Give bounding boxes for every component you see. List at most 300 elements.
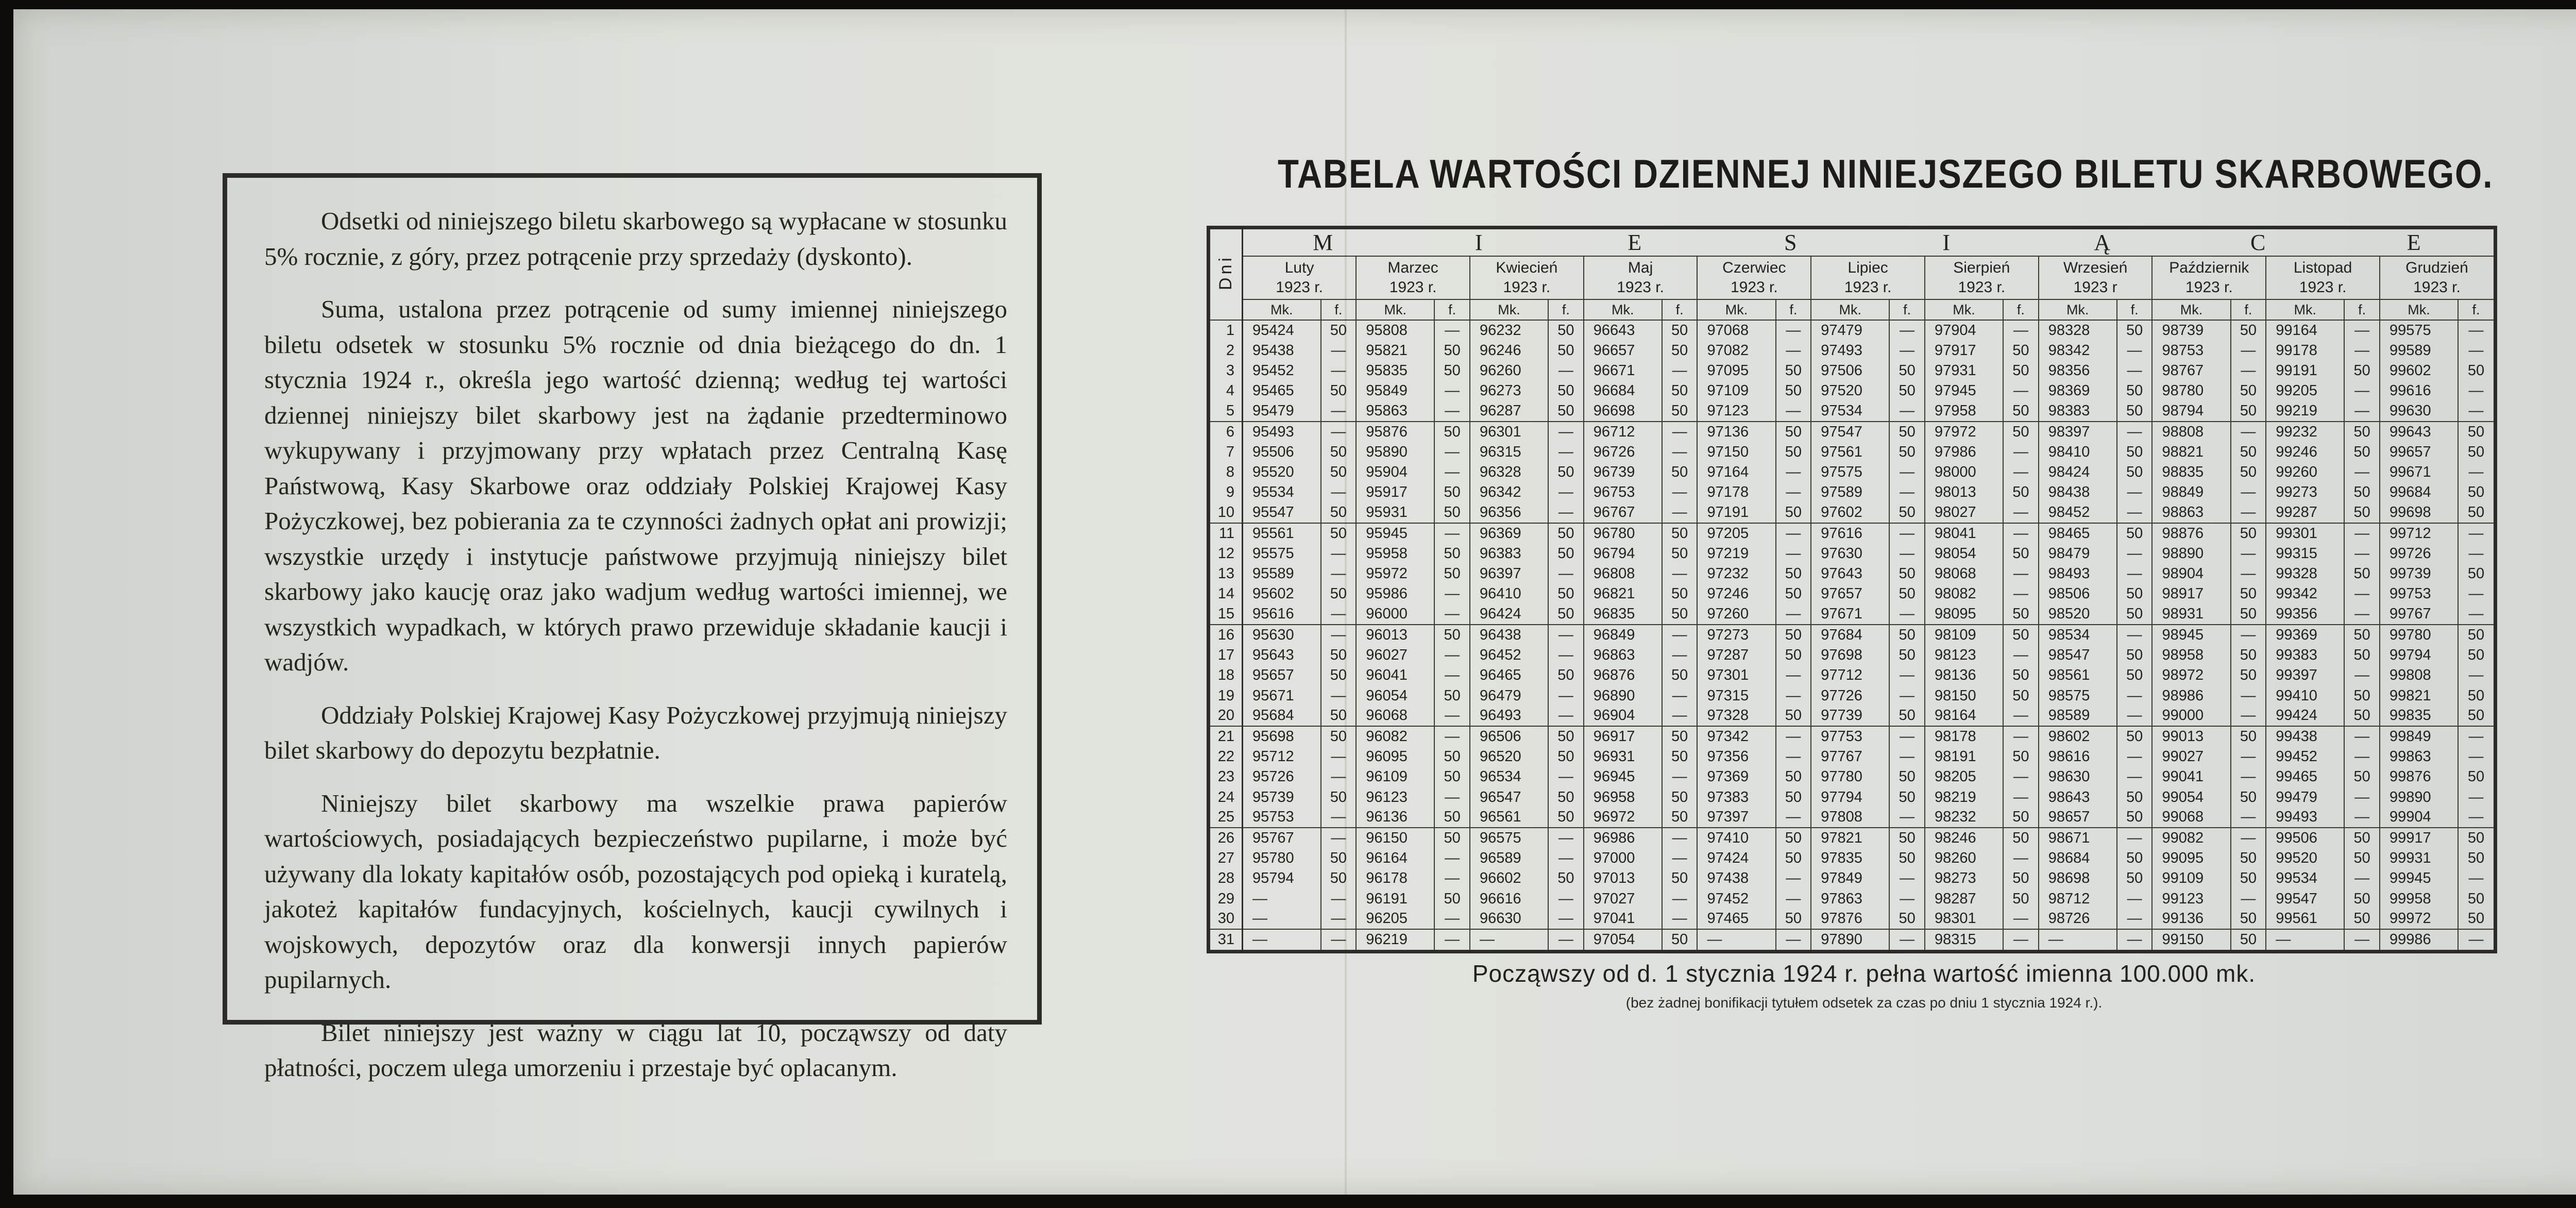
mark-value: 97712 (1811, 665, 1889, 685)
mark-value: 99219 (2266, 401, 2344, 422)
fenig-value: — (1548, 828, 1584, 848)
mark-value: 99849 (2380, 726, 2458, 746)
day-number: 29 (1210, 888, 1242, 909)
mark-value: 99273 (2266, 482, 2344, 502)
fenig-value: 50 (1776, 422, 1811, 442)
mark-value: 98383 (2039, 401, 2117, 422)
mark-value: 98712 (2039, 888, 2117, 909)
fenig-value: — (1434, 381, 1470, 401)
fenig-value: 50 (1321, 503, 1357, 523)
mark-value: 96780 (1584, 523, 1662, 543)
f-column-header: f. (2458, 299, 2494, 320)
mark-value: 97178 (1697, 482, 1775, 502)
month-header (1356, 256, 1470, 299)
mark-value: 99534 (2266, 868, 2344, 888)
fenig-value: 50 (1662, 381, 1698, 401)
fenig-value: — (2117, 747, 2153, 767)
fenig-value: — (1548, 422, 1584, 442)
fenig-value: — (2117, 361, 2153, 381)
terms-paragraph-2: Suma, ustalona przez potrącenie od sumy imiennej niniejszego biletu odsetek w stosunku 5% rocznie od dnia bieżącego do dn. 1 stycznia 1924 r., określa jego wartość dzienną; według tej wartości dziennej niniejszy bilet skarbowy jest na żądanie przedterminowo wykupywany i przyjmowany przy wpłatach przez Centralną Kasę Państwową, Kasy Skarbowe oraz oddziały Polskiej Krajowej Kasy Pożyczkowej, bez pobierania za te czynności żadnych opłat ani prowizji; wszystkie urzędy i instytucje państwowe przyjmują niniejszy bilet skarbowy jako kaucję oraz jako wadjum według wartości imiennej, we wszystkich wypadkach, w których prawo przewiduje składanie kaucji i wadjów. (264, 295, 1007, 676)
fenig-value: 50 (1776, 828, 1811, 848)
mark-value: 96383 (1470, 543, 1548, 563)
mark-value: 98424 (2039, 462, 2117, 482)
month-name: Wrzesień (2063, 259, 2128, 276)
fenig-value: 50 (2231, 726, 2266, 746)
fenig-value: — (2458, 401, 2494, 422)
month-header (2039, 256, 2153, 299)
mark-value: 99164 (2266, 320, 2344, 340)
mark-value: 95424 (1242, 320, 1320, 340)
fenig-value: — (1321, 828, 1357, 848)
day-number: 30 (1210, 909, 1242, 929)
mark-value: 96506 (1470, 726, 1548, 746)
mark-value: 96013 (1356, 625, 1434, 645)
fenig-value: — (1889, 888, 1925, 909)
fenig-value: — (2458, 787, 2494, 807)
mark-value: 97493 (1811, 340, 1889, 360)
fenig-value: — (1321, 361, 1357, 381)
month-name: Marzec (1387, 259, 1438, 276)
month-year: 1923 r. (1844, 279, 1892, 296)
fenig-value: 50 (2231, 462, 2266, 482)
mark-value: 99260 (2266, 462, 2344, 482)
mk-column-header: Mk. (1242, 299, 1320, 320)
mk-column-header: Mk. (2039, 299, 2117, 320)
fenig-value: 50 (2344, 685, 2380, 706)
mark-value: 97958 (1925, 401, 2003, 422)
fenig-value: 50 (2003, 401, 2039, 422)
miesiace-letter: M (1313, 230, 1333, 255)
fenig-value: — (2117, 543, 2153, 563)
fenig-value: 50 (2003, 605, 2039, 625)
fenig-value: 50 (2458, 564, 2494, 584)
fenig-value: 50 (2344, 503, 2380, 523)
fenig-value: — (1776, 726, 1811, 746)
fenig-value: 50 (1548, 340, 1584, 360)
fenig-value: 50 (2003, 543, 2039, 563)
fenig-value: — (1321, 747, 1357, 767)
day-number: 4 (1210, 381, 1242, 401)
mark-value: 98041 (1925, 523, 2003, 543)
mark-value: 96479 (1470, 685, 1548, 706)
fenig-value: — (1321, 685, 1357, 706)
table-row (1210, 543, 2494, 563)
fenig-value: — (1548, 442, 1584, 462)
mark-value: 98547 (2039, 645, 2117, 665)
table-row (1210, 605, 2494, 625)
mark-value: 98643 (2039, 787, 2117, 807)
fenig-value: — (2117, 625, 2153, 645)
mark-value: 97123 (1697, 401, 1775, 422)
f-column-header: f. (1662, 299, 1698, 320)
day-number: 25 (1210, 808, 1242, 828)
fenig-value: 50 (1889, 848, 1925, 868)
fenig-value: — (1434, 523, 1470, 543)
mark-value: 97698 (1811, 645, 1889, 665)
fenig-value: — (1662, 482, 1698, 502)
mark-value: 95780 (1242, 848, 1320, 868)
fenig-value: — (2344, 747, 2380, 767)
fenig-value: 50 (1548, 665, 1584, 685)
fenig-value: 50 (1662, 747, 1698, 767)
fenig-value: 50 (1321, 584, 1357, 604)
mark-value: 99013 (2152, 726, 2230, 746)
mark-value: — (1697, 929, 1775, 950)
fenig-value: — (2231, 482, 2266, 502)
mark-value: 97068 (1697, 320, 1775, 340)
mark-value: 96863 (1584, 645, 1662, 665)
mark-value: 98219 (1925, 787, 2003, 807)
mark-value: 98356 (2039, 361, 2117, 381)
mark-value: 98904 (2152, 564, 2230, 584)
fenig-value: 50 (1776, 787, 1811, 807)
mark-value: 95575 (1242, 543, 1320, 563)
mark-value: 99246 (2266, 442, 2344, 462)
mark-value: 98726 (2039, 909, 2117, 929)
fenig-value: — (2231, 685, 2266, 706)
dni-header (1210, 229, 1242, 320)
fenig-value: — (2231, 808, 2266, 828)
miesiace-header (1242, 229, 2494, 256)
mark-value: 99452 (2266, 747, 2344, 767)
mark-value: 99630 (2380, 401, 2458, 422)
fenig-value: — (2231, 340, 2266, 360)
fenig-value: 50 (1321, 442, 1357, 462)
fenig-value: — (1548, 848, 1584, 868)
fenig-value: 50 (1321, 645, 1357, 665)
mark-value: — (1242, 929, 1320, 950)
fenig-value: — (1889, 340, 1925, 360)
mark-value: 97616 (1811, 523, 1889, 543)
fenig-value: — (1321, 564, 1357, 584)
fenig-value: 50 (1548, 808, 1584, 828)
mark-value: 95945 (1356, 523, 1434, 543)
mark-value: 97342 (1697, 726, 1775, 746)
fenig-value: — (1321, 929, 1357, 950)
table-row (1210, 868, 2494, 888)
mark-value: 99520 (2266, 848, 2344, 868)
table-row (1210, 828, 2494, 848)
table-row (1210, 645, 2494, 665)
mark-value: 96958 (1584, 787, 1662, 807)
fenig-value: 50 (1434, 543, 1470, 563)
mark-value: 97808 (1811, 808, 1889, 828)
mark-value: 97315 (1697, 685, 1775, 706)
mark-value: 96534 (1470, 767, 1548, 787)
mark-value: 96232 (1470, 320, 1548, 340)
fenig-value: 50 (2458, 482, 2494, 502)
mark-value: 97726 (1811, 685, 1889, 706)
mark-value: 95534 (1242, 482, 1320, 502)
fenig-value: 50 (1662, 401, 1698, 422)
mark-value: 95753 (1242, 808, 1320, 828)
mark-value: 97054 (1584, 929, 1662, 950)
fenig-value: — (1321, 808, 1357, 828)
day-number: 11 (1210, 523, 1242, 543)
fenig-value: — (1662, 706, 1698, 726)
mark-value: 98123 (1925, 645, 2003, 665)
fenig-value: 50 (1434, 422, 1470, 442)
mark-value: 97547 (1811, 422, 1889, 442)
fenig-value: — (1548, 767, 1584, 787)
fenig-value: 50 (2117, 787, 2153, 807)
mark-value: 95712 (1242, 747, 1320, 767)
mark-value: 96342 (1470, 482, 1548, 502)
fenig-value: 50 (1889, 645, 1925, 665)
f-column-header: f. (2003, 299, 2039, 320)
fenig-value: 50 (1662, 868, 1698, 888)
fenig-value: — (2003, 706, 2039, 726)
fenig-value: 50 (2117, 442, 2153, 462)
mark-value: 97027 (1584, 888, 1662, 909)
mark-value: 98753 (2152, 340, 2230, 360)
mark-value: 97986 (1925, 442, 2003, 462)
day-number: 21 (1210, 726, 1242, 746)
f-column-header: f. (2117, 299, 2153, 320)
table-row (1210, 340, 2494, 360)
mark-value: 95465 (1242, 381, 1320, 401)
fenig-value: 50 (1889, 584, 1925, 604)
mark-value: 96890 (1584, 685, 1662, 706)
fenig-value: 50 (1889, 422, 1925, 442)
fenig-value: — (1434, 726, 1470, 746)
mark-value: 98054 (1925, 543, 2003, 563)
fenig-value: 50 (1889, 767, 1925, 787)
mark-value: 99356 (2266, 605, 2344, 625)
mark-value: 98328 (2039, 320, 2117, 340)
mark-value: 99684 (2380, 482, 2458, 502)
month-header (2380, 256, 2494, 299)
day-number: 24 (1210, 787, 1242, 807)
fenig-value: — (2344, 726, 2380, 746)
mark-value: 99438 (2266, 726, 2344, 746)
mark-value: 97205 (1697, 523, 1775, 543)
fenig-value: — (2344, 340, 2380, 360)
mark-value: 99589 (2380, 340, 2458, 360)
fenig-value: 50 (2003, 665, 2039, 685)
mark-value: 95986 (1356, 584, 1434, 604)
mark-value: 98164 (1925, 706, 2003, 726)
fenig-value: — (1776, 462, 1811, 482)
fenig-value: 50 (1776, 381, 1811, 401)
fenig-value: 50 (2003, 868, 2039, 888)
fenig-value: — (2003, 320, 2039, 340)
fenig-value: 50 (1889, 787, 1925, 807)
mark-value: 96260 (1470, 361, 1548, 381)
mark-value: 96369 (1470, 523, 1548, 543)
day-number: 14 (1210, 584, 1242, 604)
mark-value: 96178 (1356, 868, 1434, 888)
mark-value: 97260 (1697, 605, 1775, 625)
table-row (1210, 625, 2494, 645)
fenig-value: — (1889, 401, 1925, 422)
mark-value: 95643 (1242, 645, 1320, 665)
mark-value: 96684 (1584, 381, 1662, 401)
mark-value: 99424 (2266, 706, 2344, 726)
miesiace-letter: E (2406, 230, 2421, 255)
fenig-value: 50 (1776, 645, 1811, 665)
mark-value: 95821 (1356, 340, 1434, 360)
fenig-value: 50 (1434, 503, 1470, 523)
month-name: Czerwiec (1722, 259, 1786, 276)
fenig-value: — (2117, 422, 2153, 442)
fenig-value: 50 (1321, 787, 1357, 807)
fenig-value: — (2458, 747, 2494, 767)
day-number: 26 (1210, 828, 1242, 848)
fenig-value: — (1434, 787, 1470, 807)
mark-value: 97479 (1811, 320, 1889, 340)
mark-value: 96602 (1470, 868, 1548, 888)
mark-value: 99287 (2266, 503, 2344, 523)
fenig-value: 50 (1321, 868, 1357, 888)
mark-value: 99095 (2152, 848, 2230, 868)
fenig-value: 50 (2117, 848, 2153, 868)
fenig-value: 50 (2458, 442, 2494, 462)
fenig-value: — (2231, 503, 2266, 523)
fenig-value: 50 (1662, 462, 1698, 482)
mark-value: 96698 (1584, 401, 1662, 422)
fenig-value: — (1434, 929, 1470, 950)
fenig-value: — (1434, 605, 1470, 625)
fenig-value: 50 (2003, 888, 2039, 909)
mark-value: 97671 (1811, 605, 1889, 625)
mark-value: 98835 (2152, 462, 2230, 482)
fenig-value: — (1548, 361, 1584, 381)
mark-value: 96520 (1470, 747, 1548, 767)
mark-value: 98849 (2152, 482, 2230, 502)
mark-value: 96123 (1356, 787, 1434, 807)
mark-value: 97890 (1811, 929, 1889, 950)
fenig-value: — (1434, 848, 1470, 868)
mark-value: 95479 (1242, 401, 1320, 422)
fenig-value: — (2344, 787, 2380, 807)
mark-value: 99794 (2380, 645, 2458, 665)
fenig-value: 50 (2231, 401, 2266, 422)
fenig-value: — (1321, 340, 1357, 360)
mark-value: 99493 (2266, 808, 2344, 828)
fenig-value: 50 (2117, 401, 2153, 422)
fenig-value: — (2458, 868, 2494, 888)
mark-value: 98958 (2152, 645, 2230, 665)
mark-value: 97643 (1811, 564, 1889, 584)
fenig-value: 50 (1548, 868, 1584, 888)
mark-value: 96000 (1356, 605, 1434, 625)
terms-text-box (223, 173, 1042, 1082)
fenig-value: 50 (2231, 584, 2266, 604)
fenig-value: — (1434, 442, 1470, 462)
mark-value: 99753 (2380, 584, 2458, 604)
day-number: 22 (1210, 747, 1242, 767)
mark-value: 99739 (2380, 564, 2458, 584)
month-year: 1923 r. (1389, 279, 1437, 296)
mark-value: 98767 (2152, 361, 2230, 381)
fenig-value: — (1776, 868, 1811, 888)
mark-value: 95602 (1242, 584, 1320, 604)
mark-value: 98890 (2152, 543, 2230, 563)
mark-value: 97383 (1697, 787, 1775, 807)
fenig-value: — (2117, 482, 2153, 502)
mark-value: 98315 (1925, 929, 2003, 950)
fenig-value: — (1889, 929, 1925, 950)
fenig-value: 50 (2003, 340, 2039, 360)
mark-value: — (2266, 929, 2344, 950)
mark-value: 99205 (2266, 381, 2344, 401)
day-number: 1 (1210, 320, 1242, 340)
mark-value: 99397 (2266, 665, 2344, 685)
mark-value: 97013 (1584, 868, 1662, 888)
mark-value: 96301 (1470, 422, 1548, 442)
day-number: 2 (1210, 340, 1242, 360)
day-number: 5 (1210, 401, 1242, 422)
fenig-value: — (1889, 685, 1925, 706)
mark-value: 98013 (1925, 482, 2003, 502)
fenig-value: 50 (1776, 564, 1811, 584)
mark-value: 97465 (1697, 909, 1775, 929)
fenig-value: 50 (1889, 361, 1925, 381)
mark-value: 97397 (1697, 808, 1775, 828)
full-value-note: Począwszy od d. 1 stycznia 1924 r. pełna wartość imienna 100.000 mk. (1472, 960, 2256, 987)
mark-value: 97082 (1697, 340, 1775, 360)
mark-value: 96205 (1356, 909, 1434, 929)
fenig-value: — (2003, 726, 2039, 746)
fenig-value: 50 (2344, 828, 2380, 848)
fenig-value: — (2231, 747, 2266, 767)
fenig-value: — (2458, 381, 2494, 401)
mark-value: 96575 (1470, 828, 1548, 848)
fenig-value: 50 (2117, 523, 2153, 543)
mark-value: 98287 (1925, 888, 2003, 909)
fenig-value: — (1662, 888, 1698, 909)
mark-value: 95958 (1356, 543, 1434, 563)
fenig-value: 50 (1889, 909, 1925, 929)
miesiace-letter: I (1475, 230, 1483, 255)
mark-value: 98397 (2039, 422, 2117, 442)
fenig-value: — (1321, 482, 1357, 502)
terms-paragraph-5: Bilet niniejszy jest ważny w ciągu lat 10, począwszy od daty płatności, poczem ulega umorzeniu i przestaje być oplacanym. (264, 1018, 1007, 1082)
table-row (1210, 929, 2494, 950)
fenig-value: — (1776, 543, 1811, 563)
fenig-value: 50 (1776, 442, 1811, 462)
mark-value: 99547 (2266, 888, 2344, 909)
fenig-value: — (1321, 543, 1357, 563)
mark-value: 96287 (1470, 401, 1548, 422)
day-number: 28 (1210, 868, 1242, 888)
fenig-value: 50 (2458, 828, 2494, 848)
fenig-value: 50 (1662, 808, 1698, 828)
fenig-value: — (2231, 767, 2266, 787)
fenig-value: 50 (1889, 503, 1925, 523)
day-number: 8 (1210, 462, 1242, 482)
mark-value: 98876 (2152, 523, 2230, 543)
month-year: 1923 r. (1503, 279, 1551, 296)
mark-value: 97041 (1584, 909, 1662, 929)
mark-value: 98191 (1925, 747, 2003, 767)
mark-value: 95808 (1356, 320, 1434, 340)
mark-value: 99109 (2152, 868, 2230, 888)
fenig-value: — (1321, 401, 1357, 422)
month-name: Październik (2169, 259, 2249, 276)
mark-value: 99561 (2266, 909, 2344, 929)
fenig-value: — (1548, 625, 1584, 645)
mark-value: 95972 (1356, 564, 1434, 584)
fenig-value: — (2117, 706, 2153, 726)
mark-value: 99602 (2380, 361, 2458, 381)
miesiace-letter: Ą (2094, 230, 2111, 255)
mark-value: 99041 (2152, 767, 2230, 787)
mark-value: 98575 (2039, 685, 2117, 706)
mark-value: 97273 (1697, 625, 1775, 645)
mark-value: 96917 (1584, 726, 1662, 746)
